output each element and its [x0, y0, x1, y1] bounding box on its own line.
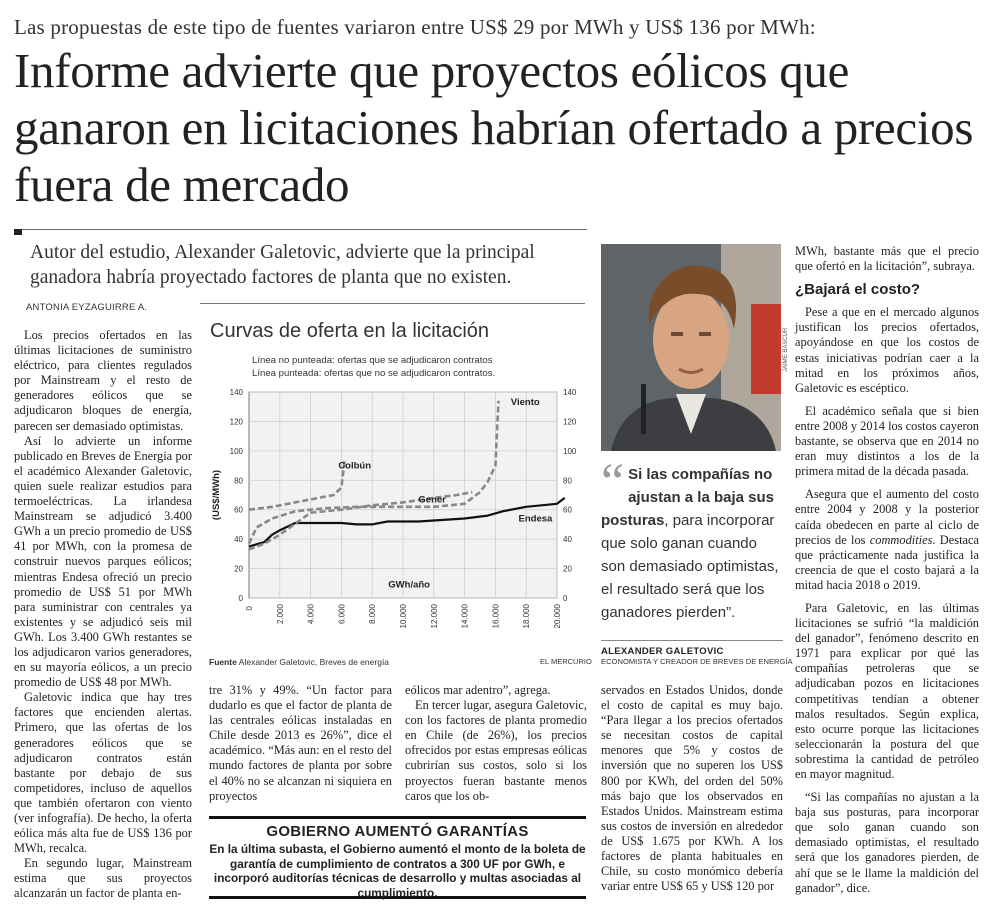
x-tick-label: 0 — [245, 606, 254, 611]
column-4 — [601, 683, 783, 894]
chart-grid — [249, 392, 557, 598]
x-tick-label: 20.000 — [553, 604, 562, 629]
y-tick-label-left: 40 — [234, 535, 243, 545]
quote-mark-icon: “ — [601, 454, 625, 511]
paragraph: eólicos mar adentro”, agrega. — [405, 683, 551, 697]
legend-line-dashed: Línea punteada: ofertas que no se adjudicaron contratos. — [252, 368, 496, 379]
y-tick-label-left: 0 — [238, 594, 243, 603]
paragraph: tre 31% y 49%. “Un factor para dudarlo es que el factor de planta de las centrales eólicas instaladas en Chile desde 2013 es 26%”, dice el académico. “Más aun: en el resto del mundo factores de planta por sobre el 40% no se alcanzan ni siquiera en proyectos — [209, 683, 392, 803]
paragraph: servados en Estados Unidos, donde el costo de capital es muy bajo. “Para llegar a los precios ofertados se necesitan costos de capital menores que 5% y costos de inversión que no superen los US$ 800 por KWh, del orden del 50% más bajo que los observados en Estados Unidos. Mainstream estima sus costos de inversión en alrededor de US$ 1.675 por KWh. A los factores de planta habituales en Chile, su costo monómico debería variar entre US$ 65 y US$ 120 por — [601, 683, 783, 894]
y-tick-label-left: 120 — [229, 417, 243, 427]
portrait-illustration — [601, 244, 781, 451]
paragraph: Galetovic indica que hay tres factores que encienden alertas. Primero, que las ofertas de los generadores eólicos que se adjudicaron contratos están bastante por debajo de sus competidores, incluso de aquellos que también ofertaron con viento (ver infografía). De hecho, la oferta eólica más alta fue de US$ 136 por MWh, recalca. — [14, 690, 192, 856]
series-label-endesa: Endesa — [518, 513, 553, 525]
author-photo — [601, 244, 781, 451]
y-tick-label-right: 60 — [563, 505, 572, 515]
paragraph: En segundo lugar, Mainstream estima que sus proyectos alcanzarán un factor de planta en- — [14, 856, 192, 901]
source-label: Fuente — [209, 657, 237, 667]
kicker: Las propuestas de este tipo de fuentes variaron entre US$ 29 por MWh y US$ 136 por MWh: — [14, 15, 816, 39]
y-tick-label-right: 100 — [563, 446, 577, 456]
legend-line-solid: Línea no punteada: ofertas que se adjudicaron contratos — [252, 355, 493, 366]
text: . Destaca que prácticamente nada justifica la creencia de que el costo bajará a la mitad hacia 2018 o 2019. — [795, 532, 980, 592]
x-tick-label: 10.000 — [399, 604, 408, 629]
paragraph: En tercer lugar, asegura Galetovic, con los factores de planta promedio en Chile (de 26%), los precios ofrecidos por estas empresas eólicas cubrirían sus costos, solo si los proyectos fueran bastante menos caros que los ob- — [405, 698, 587, 803]
paragraph — [795, 487, 979, 593]
series-label-gener: Gener — [418, 494, 446, 506]
x-tick-label: 18.000 — [522, 604, 532, 629]
supply-curve-chart — [205, 380, 590, 655]
divider-accent — [14, 229, 22, 235]
x-tick-label: 16.000 — [491, 604, 501, 629]
emphasis: commodities — [869, 532, 933, 547]
paragraph: El académico señala que si bien entre 2008 y 2014 los costos cayeron bastante, se observa que en 2014 no eran muy distintos a los de la primera mitad de la década pasada. — [795, 403, 979, 479]
chart-title: Curvas de oferta en la licitación — [210, 320, 490, 342]
series-label-viento: Viento — [510, 397, 540, 409]
y-tick-label-left: 20 — [234, 564, 243, 574]
info-box-title: GOBIERNO AUMENTÓ GARANTÍAS — [266, 823, 529, 840]
quote-author-role: ECONOMISTA Y CREADOR DE BREVES DE ENERGÍA — [601, 657, 793, 666]
y-tick-label-right: 140 — [563, 388, 577, 397]
paragraph: Para Galetovic, en las últimas licitaciones se sufrió “la maldición del ganador”, fenómeno descrito en 1971 para explicar por qué las compañías petroleras que se adjudicaban pozos en licitaciones competitivas tendían a obtener malos resultados. Según explica, esto ocurre porque las licitaciones seleccionarán la postura del que sobrestima la cantidad de petróleo en mayor magnitud. — [795, 600, 979, 781]
y-tick-label-right: 80 — [563, 476, 572, 486]
headline: Informe advierte que proyectos eólicos que ganaron en licitaciones habrían ofertado a precios fuera de mercado — [14, 43, 974, 212]
quote-rest: , para incorporar que solo ganan cuando son demasiado optimistas, el resultado será que los ganadores pierden”. — [601, 512, 779, 621]
column-3 — [405, 683, 587, 804]
info-box — [209, 816, 586, 899]
quote-bold: Si las compañías no ajustan a la baja sus posturas — [601, 466, 774, 529]
y-tick-label-right: 0 — [563, 594, 568, 603]
photo-credit: JAIME BASCUR — [783, 327, 789, 372]
x-tick-label: 6.000 — [337, 604, 347, 625]
column-5 — [795, 244, 979, 904]
paragraph: “Si las compañías no ajustan a la baja sus posturas, para incorporar que solo ganan cuando son demasiado optimistas, el resultado será que los ganadores pierden, de ahí que se le llame la maldición del ganador”, dice. — [795, 790, 979, 895]
x-tick-label: 8.000 — [368, 604, 378, 625]
x-tick-label: 14.000 — [460, 604, 470, 629]
byline: ANTONIA EYZAGUIRRE A. — [26, 302, 148, 313]
chart-legend — [252, 354, 495, 380]
column-2 — [209, 683, 392, 804]
section-heading: ¿Bajará el costo? — [795, 281, 921, 299]
x-axis-label: GWh/año — [388, 579, 431, 591]
y-tick-label-left: 100 — [229, 446, 243, 456]
y-tick-label-right: 40 — [563, 535, 572, 545]
summary: Autor del estudio, Alexander Galetovic, advierte que la principal ganadora habría proyectado factores de planta que no existen. — [30, 242, 535, 288]
y-tick-label-right: 20 — [563, 564, 572, 574]
x-tick-label: 4.000 — [306, 604, 316, 625]
pull-quote — [601, 454, 784, 624]
series-label-colbún: Colbún — [338, 460, 372, 472]
y-tick-label-right: 120 — [563, 417, 577, 427]
paragraph: Los precios ofertados en las últimas licitaciones de suministro eléctrico, para clientes regulados por Mainstream y el resto de generadores eólicos que se adjudicaron bloques de energía, parecen ser demasiado optimistas. — [14, 328, 192, 433]
paragraph: MWh, bastante más que el precio que ofertó en la licitación”, subraya. — [795, 244, 979, 274]
y-tick-label-left: 60 — [234, 505, 243, 515]
y-tick-label-left: 80 — [234, 476, 243, 486]
y-tick-label-left: 140 — [229, 388, 243, 397]
divider — [200, 303, 585, 304]
x-tick-label: 2.000 — [275, 604, 285, 625]
paragraph: Así lo advierte un informe publicado en Breves de Energía por el académico Alexander Galetovic, quien suele realizar estudios para termoeléctricas. La irlandesa Mainstream se adjudicó 3.400 GWh a un precio promedio de US$ 41 por MWh, con la promesa de construir nuevos parques eólicos; mientras Endesa ofreció un precio promedio de US$ 51 por MWh para suministrar con centrales ya existentes y se adjudicó seis mil GWh. Los 3.400 GWh restantes se los adjudicaron varios generadores, en su mayoría eólicos, a un precio promedio de US$ 48 por MWh. — [14, 433, 192, 690]
text: Asegura que el aumento del costo entre 2004 y 2008 y la posterior caída obedecen en parte al ciclo de precios de los — [795, 487, 979, 547]
quote-author: ALEXANDER GALETOVIC — [601, 646, 724, 657]
chart-source — [209, 657, 389, 667]
publisher: EL MERCURIO — [540, 657, 592, 666]
paragraph: Pese a que en el mercado algunos justifican los precios ofertados, apoyándose en que los costos de estas iniciativas podrían caer a la mitad en los próximos años, Galetovic es escéptico. — [795, 305, 979, 395]
column-1 — [14, 328, 192, 902]
info-box-text: En la última subasta, el Gobierno aumentó el monto de la boleta de garantía de cumplimiento de contratos a 300 UF por GWh, e incorporó auditorías técnicas de desarrollo y multas asociadas al cumplimiento. — [209, 842, 586, 900]
divider — [601, 640, 783, 641]
source-text: Alexander Galetovic, Breves de energía — [238, 657, 390, 667]
divider — [14, 229, 587, 230]
x-tick-label: 12.000 — [429, 604, 439, 629]
y-axis-label: (US$/MWh) — [211, 469, 222, 521]
